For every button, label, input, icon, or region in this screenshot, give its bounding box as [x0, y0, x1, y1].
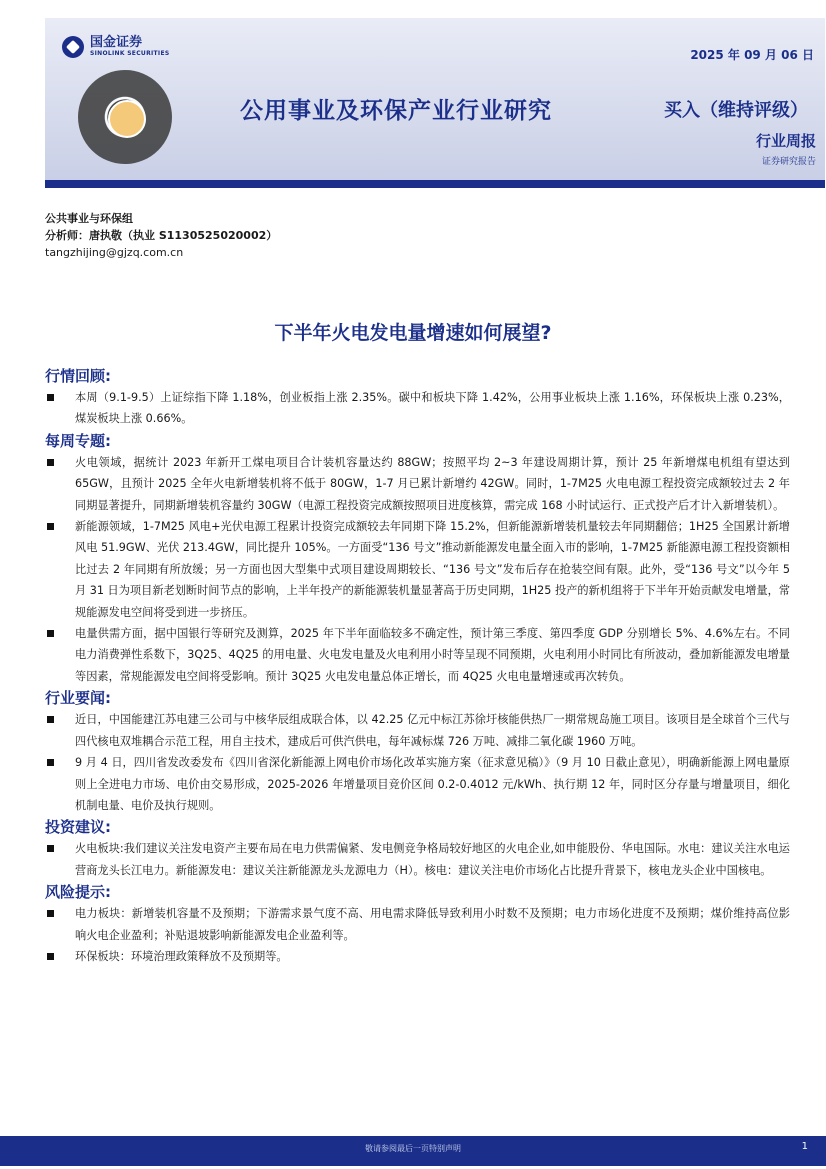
report-date: 2025 年 09 月 06 日: [690, 48, 814, 62]
bullet-square-icon: [47, 630, 54, 637]
bullet-text: 新能源领域，1-7M25 风电+光伏电源工程累计投资完成额较去年同期下降 15.2%，但新能源新增装机量较去年同期翻倍；1H25 全国累计新增风电 51.9GW、光伏 213.4GW，同比提升 105%。一方面受“136 号文”推动新能源发电量全面入市的影响，1-7M25 新能源电源工程投资额相比过去 2 年同期有所放缓；另一方面也因大型集中式项目建设周期较长、“136 号文”发布后存在抢装空间有限。此外，受“136 号文”以今年 5 月 31 日为项目新老划断时间节点的影响，上半年投产的新能源装机量显著高于历史同期，1H25 投产的新机组将于下半年开始贡献发电增量，常规能源发电空间将受到进一步挤压。: [75, 520, 790, 619]
bullet-item: [45, 838, 790, 881]
report-body: [45, 365, 790, 967]
section-title-weekly-topic: 每周专题:: [45, 431, 111, 450]
qr-center-emblem-icon: [108, 100, 146, 138]
report-title: 公用事业及环保产业行业研究: [240, 98, 552, 124]
bullet-text: 火电板块:我们建议关注发电资产主要布局在电力供需偏紧、发电侧竞争格局较好地区的火电企业,如申能股份、华电国际。水电：建议关注水电运营商龙头长江电力。新能源发电：建议关注新能源龙头龙源电力（H）。核电：建议关注电价市场化占比提升背景下，核电龙头企业中国核电。: [75, 842, 790, 877]
bullet-square-icon: [47, 759, 54, 766]
bullet-square-icon: [47, 910, 54, 917]
bullet-text: 环保板块：环境治理政策释放不及预期等。: [75, 949, 288, 963]
logo-icon: [62, 36, 84, 58]
bullet-text: 本周（9.1-9.5）上证综指下降 1.18%，创业板指上涨 2.35%。碳中和板块下降 1.42%，公用事业板块上涨 1.16%，环保板块上涨 0.23%，煤炭板块上涨 0.66%。: [75, 391, 790, 426]
analyst-info: [45, 210, 277, 261]
research-group: 公共事业与环保组: [45, 212, 133, 225]
bullet-item: [45, 709, 790, 752]
bullet-item: [45, 452, 790, 516]
company-logo: [62, 36, 169, 58]
bullet-square-icon: [47, 459, 54, 466]
bullet-square-icon: [47, 394, 54, 401]
report-type: 证券研究报告: [761, 157, 816, 167]
page-number: 1: [801, 1141, 808, 1152]
bullet-item: [45, 946, 790, 967]
section-title-investment-advice: 投资建议:: [45, 818, 111, 837]
report-kind: 行业周报: [755, 132, 816, 150]
section-title-industry-news: 行业要闻:: [45, 689, 111, 708]
bullet-text: 火电领域，据统计 2023 年新开工煤电项目合计装机容量达约 88GW；按照平均 2~3 年建设周期计算，预计 25 年新增煤电机组有望达到 65GW，且预计 2025 全年火电新增装机将不低于 80GW，1-7 月已累计新增约 42GW。同时，1-7M25 火电电源工程投资完成额较过去 2 年同期显著提升，同期新增装机容量约 30GW（电源工程投资完成额按照项目进度核算，需完成 168 小时试运行、正式投产后才计入新增装机）。: [75, 455, 790, 512]
logo-name-cn: 国金证券: [90, 35, 143, 50]
analyst-name: 分析师：唐执敬（执业 S1130525020002）: [45, 229, 278, 242]
rating: 买入（维持评级）: [664, 100, 808, 121]
bullet-item: [45, 623, 790, 687]
bullet-text: 电力板块：新增装机容量不及预期；下游需求景气度不高、用电需求降低导致利用小时数不及预期；电力市场化进度不及预期；煤价维持高位影响火电企业盈利；补贴退坡影响新能源发电企业盈利等。: [75, 907, 790, 942]
logo-name-en: SINOLINK SECURITIES: [90, 50, 170, 57]
bullet-square-icon: [47, 716, 54, 723]
bullet-text: 9 月 4 日，四川省发改委发布《四川省深化新能源上网电价市场化改革实施方案（征求意见稿）》（9 月 10 日截止意见），明确新能源上网电量原则上全进电力市场、电价由交易形成，2025-2026 年增量项目竞价区间 0.2-0.4012 元/kWh、执行期 12 年，同时区分存量与增量项目，细化机制电量、电价及执行规则。: [75, 756, 790, 812]
section-title-market-review: 行情回顾:: [45, 367, 111, 385]
bullet-item: [45, 387, 790, 430]
section-title-risk-warning: 风险提示:: [45, 883, 111, 902]
bullet-square-icon: [47, 953, 54, 960]
analyst-email[interactable]: tangzhijing@gjzq.com.cn: [45, 246, 184, 259]
bullet-item: [45, 903, 790, 946]
footer-disclaimer: 敬请参阅最后一页特别声明: [365, 1144, 461, 1153]
bullet-text: 电量供需方面，据中国银行等研究及测算，2025 年下半年面临较多不确定性，预计第三季度、第四季度 GDP 分别增长 5%、4.6%左右。不同电力消费弹性系数下，3Q25、4Q25 的用电量、火电发电量及火电利用小时等呈现不同预期，火电利用小时同比有所波动，叠加新能源发电增量等因素，常规能源发电空间将受影响。预计 3Q25 火电发电量总体正增长，而 4Q25 火电电量增速或再次转负。: [75, 627, 790, 683]
bullet-item: [45, 752, 790, 816]
bullet-item: [45, 516, 790, 623]
bullet-square-icon: [47, 845, 54, 852]
bullet-square-icon: [47, 523, 54, 530]
header-divider: [45, 180, 825, 188]
headline: 下半年火电发电量增速如何展望?: [274, 322, 552, 344]
bullet-text: 近日，中国能建江苏电建三公司与中核华辰组成联合体，以 42.25 亿元中标江苏徐圩核能供热厂一期常规岛施工项目。该项目是全球首个三代与四代核电双堆耦合示范工程，用自主技术，建成后可供汽供电，每年减标煤 726 万吨、减排二氧化碳 1960 万吨。: [75, 713, 790, 748]
